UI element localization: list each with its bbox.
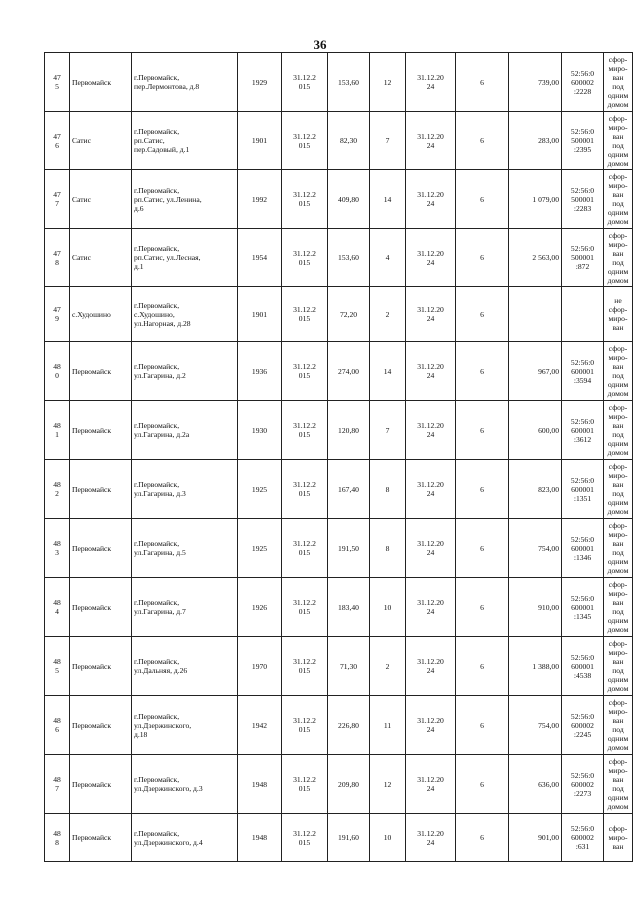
area-cell: 82,30: [328, 112, 370, 170]
end-date-cell: 31.12.20 24: [406, 578, 456, 637]
address-cell: г.Первомайск, ул.Дзержинского, д.18: [132, 696, 238, 755]
residents-cell: 2: [370, 287, 406, 342]
cost-cell: 2 563,00: [509, 229, 562, 287]
address-cell: г.Первомайск, рп.Сатис, пер.Садовый, д.1: [132, 112, 238, 170]
cadastral-number-cell: 52:56:0 600001 :3594: [562, 342, 604, 401]
year-cell: 1925: [238, 460, 282, 519]
land-status-cell: сфор- миро- ван под одним домом: [604, 755, 633, 814]
date-cell: 31.12.2 015: [282, 814, 328, 862]
end-date-cell: 31.12.20 24: [406, 755, 456, 814]
land-status-cell: сфор- миро- ван под одним домом: [604, 170, 633, 229]
term-cell: 6: [456, 460, 509, 519]
row-number-cell: 48 7: [45, 755, 70, 814]
end-date-cell: 31.12.20 24: [406, 460, 456, 519]
term-cell: 6: [456, 53, 509, 112]
end-date-cell: 31.12.20 24: [406, 637, 456, 696]
residents-cell: 8: [370, 460, 406, 519]
row-number-cell: 47 6: [45, 112, 70, 170]
land-status-cell: сфор- миро- ван под одним домом: [604, 53, 633, 112]
year-cell: 1948: [238, 755, 282, 814]
residents-cell: 10: [370, 578, 406, 637]
date-cell: 31.12.2 015: [282, 755, 328, 814]
area-cell: 191,50: [328, 519, 370, 578]
row-number-cell: 47 7: [45, 170, 70, 229]
housing-register-table: [44, 52, 633, 862]
date-cell: 31.12.2 015: [282, 170, 328, 229]
address-cell: г.Первомайск, рп.Сатис, ул.Ленина, д.6: [132, 170, 238, 229]
year-cell: 1936: [238, 342, 282, 401]
year-cell: 1926: [238, 578, 282, 637]
row-number-cell: 48 4: [45, 578, 70, 637]
end-date-cell: 31.12.20 24: [406, 229, 456, 287]
cost-cell: 754,00: [509, 519, 562, 578]
cadastral-number-cell: 52:56:0 600001 :1346: [562, 519, 604, 578]
date-cell: 31.12.2 015: [282, 460, 328, 519]
address-cell: г.Первомайск, с.Худошино, ул.Нагорная, д.28: [132, 287, 238, 342]
row-number-cell: 48 2: [45, 460, 70, 519]
row-number-cell: 48 0: [45, 342, 70, 401]
address-cell: г.Первомайск, ул.Дзержинского, д.3: [132, 755, 238, 814]
settlement-cell: Первомайск: [70, 401, 132, 460]
area-cell: 209,80: [328, 755, 370, 814]
cadastral-number-cell: 52:56:0 600001 :1351: [562, 460, 604, 519]
settlement-cell: Первомайск: [70, 755, 132, 814]
settlement-cell: Сатис: [70, 229, 132, 287]
row-number-cell: 47 8: [45, 229, 70, 287]
residents-cell: 12: [370, 53, 406, 112]
settlement-cell: Первомайск: [70, 637, 132, 696]
term-cell: 6: [456, 401, 509, 460]
residents-cell: 10: [370, 814, 406, 862]
cadastral-number-cell: 52:56:0 600001 :3612: [562, 401, 604, 460]
cadastral-number-cell: 52:56:0 600002 :2273: [562, 755, 604, 814]
row-number-cell: 48 3: [45, 519, 70, 578]
area-cell: 167,40: [328, 460, 370, 519]
table-row: [45, 578, 633, 637]
table-row: [45, 460, 633, 519]
term-cell: 6: [456, 519, 509, 578]
date-cell: 31.12.2 015: [282, 287, 328, 342]
land-status-cell: сфор- миро- ван под одним домом: [604, 460, 633, 519]
cost-cell: 739,00: [509, 53, 562, 112]
end-date-cell: 31.12.20 24: [406, 342, 456, 401]
table-row: [45, 519, 633, 578]
end-date-cell: 31.12.20 24: [406, 287, 456, 342]
cadastral-number-cell: 52:56:0 500001 :872: [562, 229, 604, 287]
row-number-cell: 48 8: [45, 814, 70, 862]
term-cell: 6: [456, 696, 509, 755]
year-cell: 1970: [238, 637, 282, 696]
address-cell: г.Первомайск, ул.Дальняя, д.26: [132, 637, 238, 696]
cost-cell: 1 079,00: [509, 170, 562, 229]
term-cell: 6: [456, 287, 509, 342]
table-row: [45, 287, 633, 342]
end-date-cell: 31.12.20 24: [406, 696, 456, 755]
row-number-cell: 48 5: [45, 637, 70, 696]
cost-cell: 910,00: [509, 578, 562, 637]
year-cell: 1930: [238, 401, 282, 460]
area-cell: 71,30: [328, 637, 370, 696]
table-row: [45, 401, 633, 460]
land-status-cell: не сфор- миро- ван: [604, 287, 633, 342]
area-cell: 72,20: [328, 287, 370, 342]
area-cell: 409,80: [328, 170, 370, 229]
year-cell: 1954: [238, 229, 282, 287]
cadastral-number-cell: 52:56:0 600002 :631: [562, 814, 604, 862]
address-cell: г.Первомайск, рп.Сатис, ул.Лесная, д.1: [132, 229, 238, 287]
cost-cell: 600,00: [509, 401, 562, 460]
area-cell: 274,00: [328, 342, 370, 401]
cost-cell: 636,00: [509, 755, 562, 814]
end-date-cell: 31.12.20 24: [406, 519, 456, 578]
year-cell: 1992: [238, 170, 282, 229]
end-date-cell: 31.12.20 24: [406, 814, 456, 862]
land-status-cell: сфор- миро- ван под одним домом: [604, 342, 633, 401]
table-row: [45, 637, 633, 696]
term-cell: 6: [456, 342, 509, 401]
land-status-cell: сфор- миро- ван под одним домом: [604, 637, 633, 696]
residents-cell: 4: [370, 229, 406, 287]
cadastral-number-cell: 52:56:0 600002 :2245: [562, 696, 604, 755]
cadastral-number-cell: [562, 287, 604, 342]
settlement-cell: Сатис: [70, 112, 132, 170]
residents-cell: 2: [370, 637, 406, 696]
residents-cell: 14: [370, 342, 406, 401]
address-cell: г.Первомайск, ул.Гагарина, д.2: [132, 342, 238, 401]
date-cell: 31.12.2 015: [282, 53, 328, 112]
land-status-cell: сфор- миро- ван под одним домом: [604, 519, 633, 578]
address-cell: г.Первомайск, ул.Гагарина, д.7: [132, 578, 238, 637]
term-cell: 6: [456, 578, 509, 637]
year-cell: 1925: [238, 519, 282, 578]
table-row: [45, 342, 633, 401]
date-cell: 31.12.2 015: [282, 519, 328, 578]
cost-cell: [509, 287, 562, 342]
address-cell: г.Первомайск, пер.Лермонтова, д.8: [132, 53, 238, 112]
term-cell: 6: [456, 755, 509, 814]
residents-cell: 8: [370, 519, 406, 578]
date-cell: 31.12.2 015: [282, 401, 328, 460]
area-cell: 226,80: [328, 696, 370, 755]
area-cell: 153,60: [328, 53, 370, 112]
year-cell: 1901: [238, 112, 282, 170]
table-row: [45, 53, 633, 112]
table-row: [45, 755, 633, 814]
address-cell: г.Первомайск, ул.Гагарина, д.2а: [132, 401, 238, 460]
date-cell: 31.12.2 015: [282, 112, 328, 170]
year-cell: 1948: [238, 814, 282, 862]
table-row: [45, 696, 633, 755]
cadastral-number-cell: 52:56:0 600002 :2228: [562, 53, 604, 112]
term-cell: 6: [456, 229, 509, 287]
term-cell: 6: [456, 170, 509, 229]
term-cell: 6: [456, 637, 509, 696]
settlement-cell: Первомайск: [70, 578, 132, 637]
cadastral-number-cell: 52:56:0 500001 :2395: [562, 112, 604, 170]
row-number-cell: 47 5: [45, 53, 70, 112]
area-cell: 191,60: [328, 814, 370, 862]
land-status-cell: сфор- миро- ван под одним домом: [604, 229, 633, 287]
residents-cell: 14: [370, 170, 406, 229]
date-cell: 31.12.2 015: [282, 637, 328, 696]
page-number: 36: [313, 37, 327, 52]
year-cell: 1901: [238, 287, 282, 342]
term-cell: 6: [456, 814, 509, 862]
date-cell: 31.12.2 015: [282, 229, 328, 287]
residents-cell: 12: [370, 755, 406, 814]
table-row: [45, 229, 633, 287]
settlement-cell: Первомайск: [70, 696, 132, 755]
settlement-cell: Первомайск: [70, 342, 132, 401]
area-cell: 120,80: [328, 401, 370, 460]
address-cell: г.Первомайск, ул.Гагарина, д.3: [132, 460, 238, 519]
address-cell: г.Первомайск, ул.Дзержинского, д.4: [132, 814, 238, 862]
settlement-cell: Первомайск: [70, 519, 132, 578]
end-date-cell: 31.12.20 24: [406, 401, 456, 460]
row-number-cell: 47 9: [45, 287, 70, 342]
date-cell: 31.12.2 015: [282, 696, 328, 755]
cost-cell: 823,00: [509, 460, 562, 519]
cost-cell: 967,00: [509, 342, 562, 401]
cadastral-number-cell: 52:56:0 500001 :2283: [562, 170, 604, 229]
address-cell: г.Первомайск, ул.Гагарина, д.5: [132, 519, 238, 578]
row-number-cell: 48 1: [45, 401, 70, 460]
date-cell: 31.12.2 015: [282, 342, 328, 401]
land-status-cell: сфор- миро- ван под одним домом: [604, 401, 633, 460]
date-cell: 31.12.2 015: [282, 578, 328, 637]
settlement-cell: Первомайск: [70, 814, 132, 862]
table-row: [45, 814, 633, 862]
land-status-cell: сфор- миро- ван под одним домом: [604, 696, 633, 755]
year-cell: 1929: [238, 53, 282, 112]
cost-cell: 901,00: [509, 814, 562, 862]
residents-cell: 11: [370, 696, 406, 755]
residents-cell: 7: [370, 112, 406, 170]
land-status-cell: сфор- миро- ван: [604, 814, 633, 862]
residents-cell: 7: [370, 401, 406, 460]
end-date-cell: 31.12.20 24: [406, 53, 456, 112]
table-row: [45, 112, 633, 170]
area-cell: 183,40: [328, 578, 370, 637]
settlement-cell: Первомайск: [70, 53, 132, 112]
settlement-cell: Сатис: [70, 170, 132, 229]
table-row: [45, 170, 633, 229]
land-status-cell: сфор- миро- ван под одним домом: [604, 578, 633, 637]
settlement-cell: с.Худошино: [70, 287, 132, 342]
cost-cell: 283,00: [509, 112, 562, 170]
year-cell: 1942: [238, 696, 282, 755]
cadastral-number-cell: 52:56:0 600001 :1345: [562, 578, 604, 637]
area-cell: 153,60: [328, 229, 370, 287]
cost-cell: 754,00: [509, 696, 562, 755]
term-cell: 6: [456, 112, 509, 170]
row-number-cell: 48 6: [45, 696, 70, 755]
settlement-cell: Первомайск: [70, 460, 132, 519]
land-status-cell: сфор- миро- ван под одним домом: [604, 112, 633, 170]
end-date-cell: 31.12.20 24: [406, 170, 456, 229]
cost-cell: 1 388,00: [509, 637, 562, 696]
end-date-cell: 31.12.20 24: [406, 112, 456, 170]
cadastral-number-cell: 52:56:0 600001 :4538: [562, 637, 604, 696]
